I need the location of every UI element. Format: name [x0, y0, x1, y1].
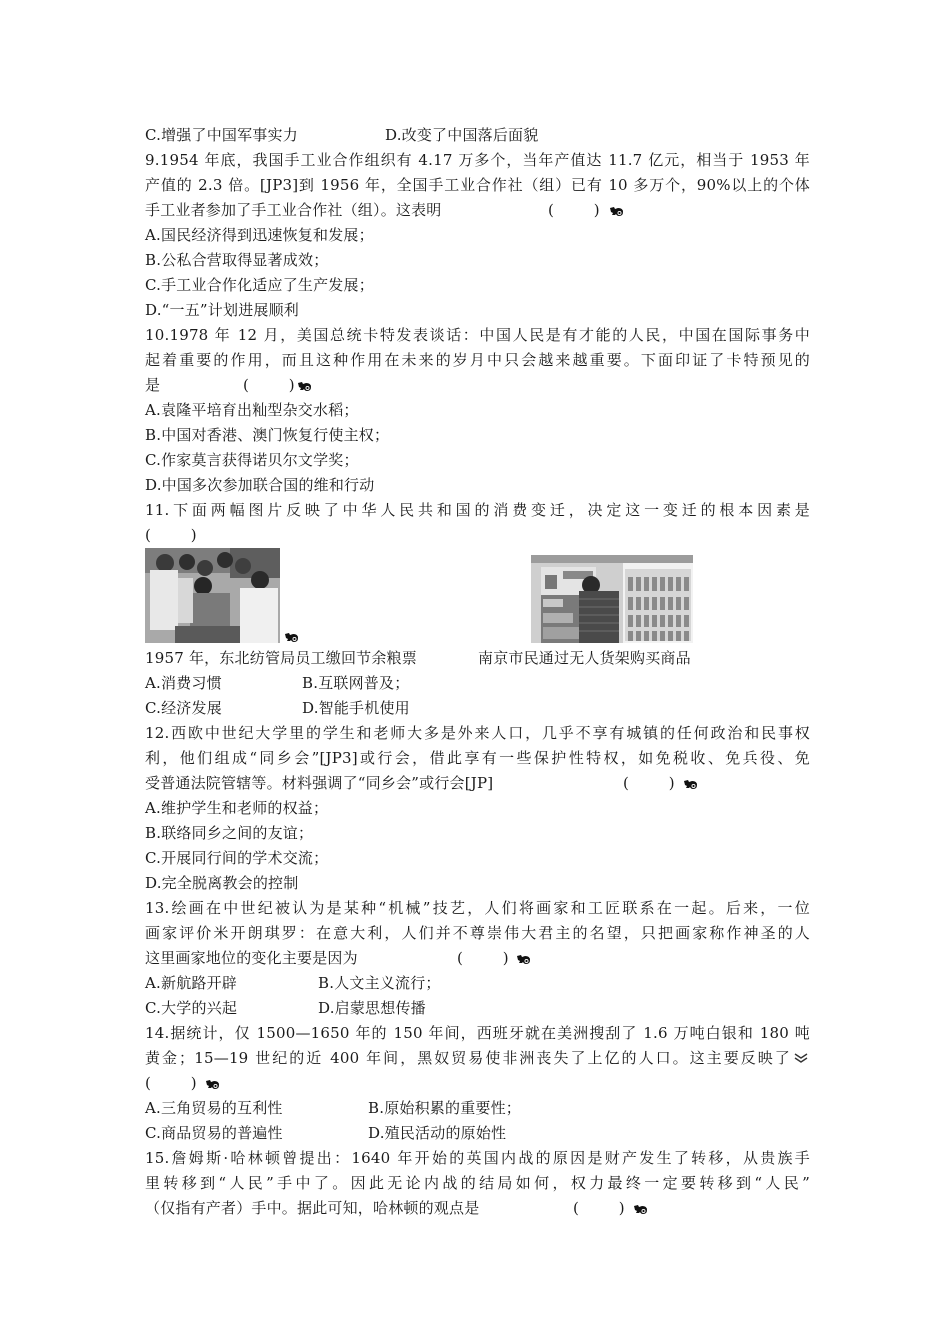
- answer-blank: ( ): [145, 526, 197, 544]
- question-10-option-d: D.中国多次参加联合国的维和行动: [145, 476, 375, 494]
- question-12-stem-line-3: [145, 771, 810, 796]
- question-12-option-b: B.联络同乡之间的友谊；: [145, 824, 314, 842]
- question-11-options-row-2: [145, 696, 810, 721]
- option-a: A.新航路开辟: [145, 974, 238, 992]
- question-9-option-b: B.公私合营取得显著成效；: [145, 251, 329, 269]
- answer-marker-icon: [683, 779, 699, 790]
- photo-illustration: [531, 555, 693, 643]
- question-13-stem-line-1: 13.绘画在中世纪被认为是某种“机械”技艺，人们将画家和工匠联系在一起。后来，一位: [145, 899, 810, 917]
- option-a: A.消费习惯: [145, 674, 222, 692]
- double-chevron-down-icon: [794, 1053, 808, 1063]
- question-13-stem-line-3: [145, 946, 810, 971]
- question-10-stem-line-2: 起着重要的作用，而且这种作用在未来的岁月中只会越来越重要。下面印证了卡特预见的: [145, 351, 810, 369]
- answer-marker-icon: [609, 206, 625, 217]
- unmanned-shelf-photo: [531, 555, 693, 643]
- question-9-option-d: D.“一五”计划进展顺利: [145, 301, 299, 319]
- question-9-stem-line-2: 产值的 2.3 倍。[JP3]到 1956 年，全国手工业合作社（组）已有 10 多万个，90%以上的个体: [145, 176, 810, 194]
- option-d: D.智能手机使用: [302, 699, 410, 717]
- question-11-stem-line-1: 11.下面两幅图片反映了中华人民共和国的消费变迁，决定这一变迁的根本因素是: [145, 501, 810, 519]
- photo-illustration: [145, 548, 280, 643]
- option-d: D.改变了中国落后面貌: [385, 126, 539, 144]
- answer-marker-icon: [516, 954, 532, 965]
- question-11-options-row-1: [145, 671, 810, 696]
- option-b: B.原始积累的重要性；: [368, 1099, 521, 1117]
- option-d: D.启蒙思想传播: [318, 999, 426, 1017]
- question-12-option-d: D.完全脱离教会的控制: [145, 874, 299, 892]
- stem-text: 这里画家地位的变化主要是因为: [145, 949, 358, 967]
- question-14-stem-line-1: 14.据统计，仅 1500—1650 年的 150 年间，西班牙就在美洲搜刮了 1.6 万吨白银和 180 吨: [145, 1024, 810, 1042]
- question-13-stem-line-2: 画家评价米开朗琪罗：在意大利，人们并不尊崇伟大君主的名望，只把画家称作神圣的人: [145, 924, 810, 942]
- answer-blank: ( ): [573, 1199, 625, 1217]
- answer-marker-icon: [205, 1079, 221, 1090]
- question-12-option-a: A.维护学生和老师的权益；: [145, 799, 329, 817]
- question-10-option-b: B.中国对香港、澳门恢复行使主权；: [145, 426, 390, 444]
- option-c: C.增强了中国军事实力: [145, 126, 298, 144]
- question-12-option-c: C.开展同行间的学术交流；: [145, 849, 329, 867]
- question-9-option-a: A.国民经济得到迅速恢复和发展；: [145, 226, 374, 244]
- answer-blank: ( ): [145, 1074, 197, 1092]
- question-14-options-row-1: [145, 1096, 810, 1121]
- answer-blank: ( ): [548, 201, 600, 219]
- question-11-captions: [145, 646, 810, 671]
- option-b: B.人文主义流行；: [318, 974, 441, 992]
- workers-grain-coupons-photo: [145, 548, 280, 643]
- option-c: C.大学的兴起: [145, 999, 238, 1017]
- question-9-option-c: C.手工业合作化适应了生产发展；: [145, 276, 374, 294]
- question-14-stem-line-2: 黄金；15—19 世纪的近 400 年间，黑奴贸易使非洲丧失了上亿的人口。这主要反映了: [145, 1049, 790, 1067]
- question-8-options: [145, 123, 810, 148]
- question-11-stem-line-2: [145, 523, 810, 548]
- question-10-option-c: C.作家莫言获得诺贝尔文学奖；: [145, 451, 359, 469]
- question-13-options-row-2: [145, 996, 810, 1021]
- question-14-stem-line-3: [145, 1071, 810, 1096]
- question-10-stem-line-3: [145, 373, 810, 398]
- image-caption-1957: 1957 年，东北纺管局员工缴回节余粮票: [145, 649, 417, 667]
- answer-blank: ( ): [457, 949, 509, 967]
- image-caption-nanjing: 南京市民通过无人货架购买商品: [478, 649, 691, 667]
- stem-text: 手工业者参加了手工业合作社（组）。这表明: [145, 201, 442, 219]
- answer-blank: ( ): [623, 774, 675, 792]
- question-15-stem-line-1: 15.詹姆斯·哈林顿曾提出：1640 年开始的英国内战的原因是财产发生了转移，从贵族手: [145, 1149, 810, 1167]
- answer-blank: ( ): [243, 376, 295, 394]
- option-c: C.经济发展: [145, 699, 222, 717]
- option-a: A.三角贸易的互利性: [145, 1099, 283, 1117]
- question-10-stem-line-1: 10.1978 年 12 月，美国总统卡特发表谈话：中国人民是有才能的人民，中国在国际事务中: [145, 326, 810, 344]
- stem-text: 受普通法院管辖等。材料强调了“同乡会”或行会[JP]: [145, 774, 494, 792]
- stem-text: （仅指有产者）手中。据此可知，哈林顿的观点是: [145, 1199, 480, 1217]
- question-9-stem-line-3: [145, 198, 810, 223]
- question-15-stem-line-3: [145, 1196, 810, 1221]
- option-d: D.殖民活动的原始性: [368, 1124, 507, 1142]
- answer-marker-icon: [633, 1204, 649, 1215]
- question-12-stem-line-2: 利，他们组成“同乡会”[JP3]或行会，借此享有一些保护性特权，如免税收、免兵役、免: [145, 749, 810, 767]
- answer-marker-icon: [297, 381, 313, 392]
- answer-marker-icon: [284, 632, 300, 643]
- question-14-options-row-2: [145, 1121, 810, 1146]
- option-b: B.互联网普及；: [302, 674, 410, 692]
- option-c: C.商品贸易的普遍性: [145, 1124, 283, 1142]
- question-12-stem-line-1: 12.西欧中世纪大学里的学生和老师大多是外来人口，几乎不享有城镇的任何政治和民事权: [145, 724, 810, 742]
- question-13-options-row-1: [145, 971, 810, 996]
- question-10-option-a: A.袁隆平培育出籼型杂交水稻；: [145, 401, 359, 419]
- question-9-stem-line-1: 9.1954 年底，我国手工业合作组织有 4.17 万多个，当年产值达 11.7 亿元，相当于 1953 年: [145, 151, 810, 169]
- question-15-stem-line-2: 里转移到“人民”手中了。因此无论内战的结局如何，权力最终一定要转移到“人民”: [145, 1174, 810, 1192]
- stem-text: 是: [145, 376, 161, 394]
